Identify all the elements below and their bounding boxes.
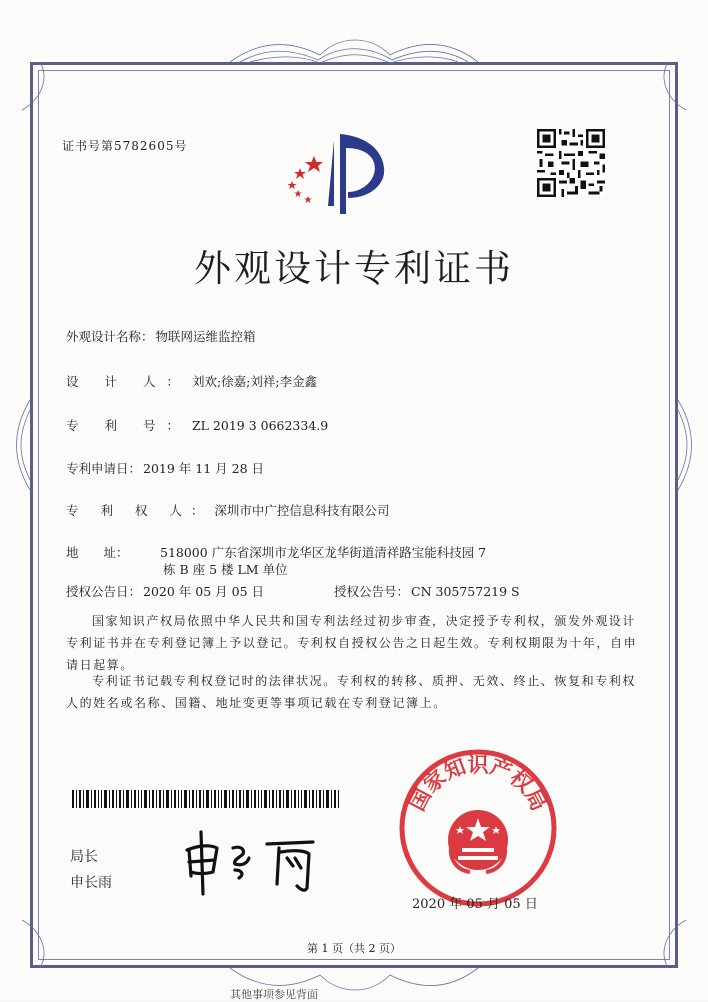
- design-name-label: 外观设计名称：: [66, 329, 154, 344]
- director-title: 局长: [70, 849, 98, 865]
- grant-no-row: [334, 582, 520, 600]
- grant-date-label: 授权公告日：: [66, 584, 142, 599]
- grant-no-value: CN 305757219 S: [411, 584, 520, 599]
- address-line1: 518000 广东省深圳市龙华区龙华街道清祥路宝能科技园 7: [160, 545, 487, 560]
- certificate-title: 外观设计专利证书: [194, 247, 514, 290]
- qr-code-icon: [537, 129, 605, 197]
- patentee-value: 深圳市中广控信息科技有限公司: [214, 503, 390, 518]
- cert-no-suffix: 号: [174, 139, 188, 153]
- bottom-note: 其他事项参见背面: [230, 988, 318, 1001]
- designer-row: [66, 372, 317, 390]
- patentee-row: [66, 501, 389, 519]
- cert-no-label: 证书号第: [62, 139, 115, 153]
- address-line2-row: [161, 560, 288, 578]
- designer-label: 设 计 人：: [66, 374, 190, 389]
- official-seal: [398, 748, 558, 908]
- cnipa-logo-icon: [278, 126, 388, 216]
- svg-text:国家知识产权局: [405, 753, 551, 815]
- patent-no-label: 专 利 号：: [66, 418, 190, 433]
- patent-no-value: ZL 2019 3 0662334.9: [191, 418, 329, 433]
- director-name: 申长雨: [70, 875, 112, 891]
- statement-paragraph-2: 专利证书记载专利权登记时的法律状况。专利权的转移、质押、无效、终止、恢复和专利权人的姓名或名称、国籍、地址变更等事项记载在专利登记簿上。: [66, 674, 637, 710]
- address-label: 地 址：: [66, 545, 129, 560]
- filing-date-label: 专利申请日：: [66, 461, 142, 476]
- design-name-row: [66, 327, 256, 345]
- design-name-value: 物联网运维监控箱: [155, 329, 256, 344]
- filing-date-row: [66, 459, 264, 477]
- grant-no-label: 授权公告号：: [334, 584, 410, 599]
- page-number: 第 1 页（共 2 页）: [307, 942, 401, 955]
- designer-value: 刘欢;徐嘉;刘祥;李金鑫: [191, 374, 318, 389]
- cert-no-value: 5782605: [114, 139, 175, 153]
- filing-date-value: 2019 年 11 月 28 日: [143, 461, 265, 476]
- patent-no-row: [66, 416, 328, 434]
- seal-text: 国家知识产权局: [404, 753, 552, 815]
- barcode-icon: [72, 790, 342, 808]
- address-line2: 栋 B 座 5 楼 LM 单位: [163, 562, 288, 577]
- patentee-label: 专 利 权 人：: [66, 503, 213, 518]
- grant-date-value: 2020 年 05 月 05 日: [143, 584, 265, 599]
- address-row: [66, 543, 486, 561]
- grant-date-row: [66, 582, 264, 600]
- handwritten-signature: [175, 818, 325, 898]
- statement-paragraph-1: 国家知识产权局依照中华人民共和国专利法经过初步审查，决定授予专利权，颁发外观设计专利证书并在专利登记簿上予以登记。专利权自授权公告之日起生效。专利权期限为十年，自申请日起算。: [66, 614, 638, 672]
- certificate-number: [62, 137, 187, 154]
- seal-date: 2020 年 05 月 05 日: [412, 897, 538, 912]
